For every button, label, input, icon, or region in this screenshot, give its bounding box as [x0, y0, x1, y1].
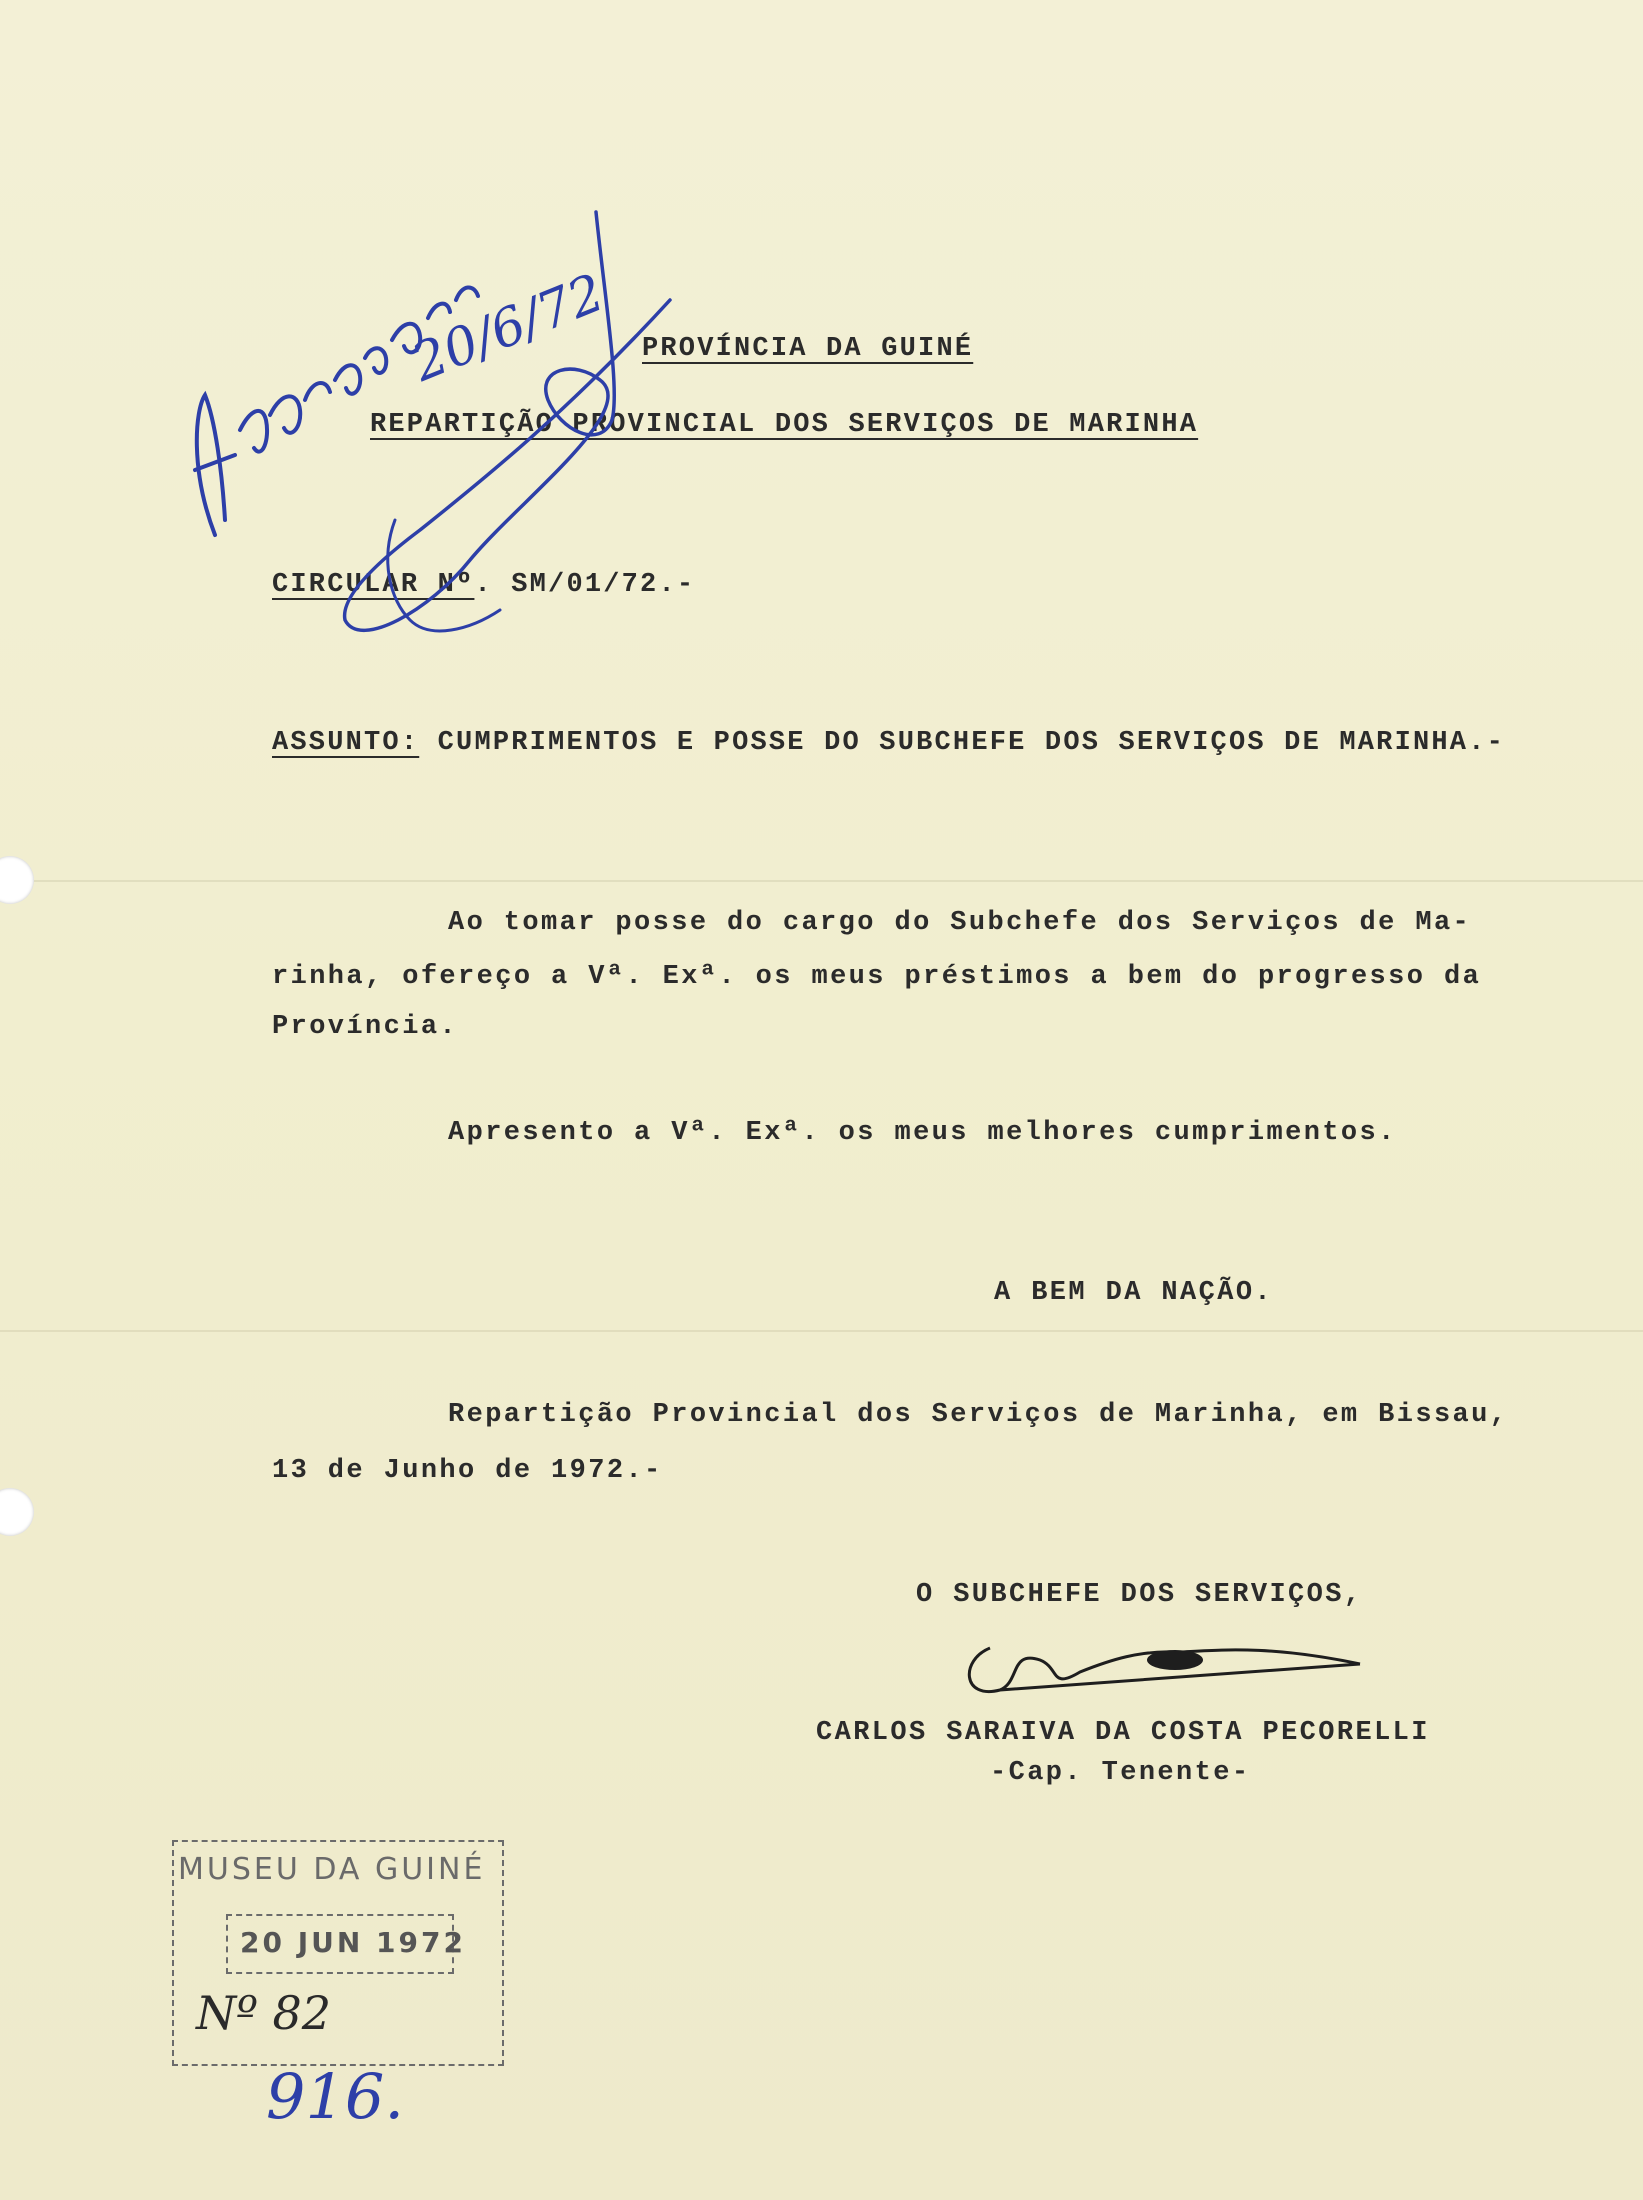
stamp-date: 20 JUN 1972 [240, 1926, 466, 1959]
fold-line [0, 1330, 1643, 1332]
subject-text: CUMPRIMENTOS E POSSE DO SUBCHEFE DOS SERVIÇOS DE MARINHA.- [437, 728, 1505, 758]
subject-line [272, 728, 1505, 758]
place-date-line: Repartição Provincial dos Serviços de Marinha, em Bissau, [448, 1400, 1509, 1430]
signatory-role: O SUBCHEFE DOS SERVIÇOS, [916, 1580, 1363, 1610]
archive-number: 916. [266, 2060, 405, 2133]
punch-hole [0, 1488, 34, 1536]
circular-label: CIRCULAR Nº [272, 570, 475, 600]
department-heading: REPARTIÇÃO PROVINCIAL DOS SERVIÇOS DE MARINHA [370, 410, 1199, 440]
handwritten-date: 20/6/72 [404, 262, 613, 394]
paragraph2: Apresento a Vª. Exª. os meus melhores cumprimentos. [448, 1118, 1397, 1148]
stamp-date-box [226, 1914, 466, 1974]
signatory-name: CARLOS SARAIVA DA COSTA PECORELLI [816, 1718, 1430, 1748]
circular-line [272, 570, 695, 600]
place-date-line: 13 de Junho de 1972.- [272, 1456, 663, 1486]
circular-number: . SM/01/72.- [474, 570, 696, 600]
stamp-institution: MUSEU DA GUINÉ [178, 1852, 486, 1887]
punch-hole [0, 856, 34, 904]
province-heading: PROVÍNCIA DA GUINÉ [642, 334, 974, 364]
signatory-rank: -Cap. Tenente- [990, 1758, 1251, 1788]
subject-label: ASSUNTO: [272, 728, 420, 758]
paragraph1-line: Província. [272, 1012, 459, 1042]
motto: A BEM DA NAÇÃO. [994, 1278, 1274, 1308]
stamp-register-number: Nº 82 [196, 1986, 332, 2040]
paragraph1-line: Ao tomar posse do cargo do Subchefe dos Serviços de Ma- [448, 908, 1472, 938]
fold-line [0, 880, 1643, 882]
paragraph1-line: rinha, ofereço a Vª. Exª. os meus préstimos a bem do progresso da [272, 962, 1482, 992]
